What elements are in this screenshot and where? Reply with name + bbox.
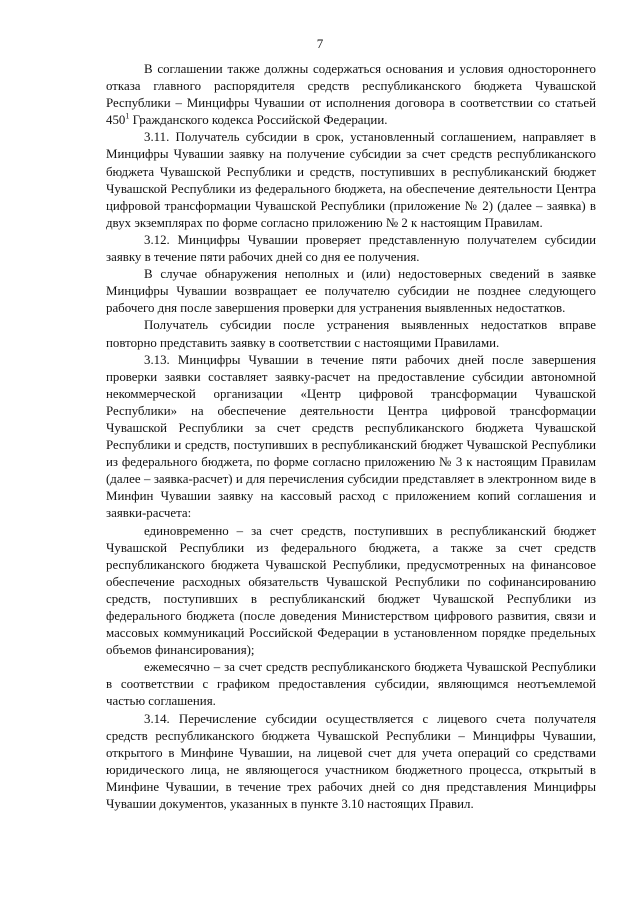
paragraph-incomplete-data: В случае обнаружения неполных и (или) недостоверных сведений в заявке Минцифры Чувашии возвращает ее получателю субсидии не позднее следующего рабочего дня после завершения проверки для устранения выявленных недостатков. — [106, 267, 596, 316]
paragraph-monthly: ежемесячно – за счет средств республиканского бюджета Чувашской Республики в соответствии с графиком предоставления субсидии, являющимся неотъемлемой частью соглашения. — [106, 660, 596, 709]
paragraph-resubmission: Получатель субсидии после устранения выявленных недостатков вправе повторно представить заявку в соответствии с настоящими Правилами. — [106, 318, 596, 350]
paragraph-3-12: 3.12. Минцифры Чувашии проверяет представленную получателем субсидии заявку в течение пяти рабочих дней со дня ее получения. — [106, 232, 596, 265]
document-body — [106, 61, 596, 813]
paragraph-3-11: 3.11. Получатель субсидии в срок, установленный соглашением, направляет в Минцифры Чувашии заявку на получение субсидии за счет средств республиканского бюджета Чувашской Республики и средств, поступивших в республиканский бюджет Чувашской Республики из федерального бюджета, на обеспечение деятельности Центра цифровой трансформации Чувашской Республики (приложение № 2) (далее – заявка) в двух экземплярах по форме согласно приложению № 2 к настоящим Правилам. — [106, 130, 596, 230]
paragraph-one-time: единовременно – за счет средств, поступивших в республиканский бюджет Чувашской Республики из федерального бюджета, а также за счет средств республиканского бюджета Чувашской Республики, предусмотренных на финансовое обеспечение расходных обязательств Чувашской Республики по софинансированию средств, поступивших в республиканский бюджет Чувашской Республики из федерального бюджета (после доведения Министерством цифрового развития, связи и массовых коммуникаций Российской Федерации в установленном порядке предельных объемов финансирования); — [106, 523, 596, 658]
page-number: 7 — [316, 36, 324, 51]
paragraph-termination-conditions — [106, 61, 596, 129]
paragraph-3-14: 3.14. Перечисление субсидии осуществляется с лицевого счета получателя средств республиканского бюджета Чувашской Республики – Минцифры Чувашии, открытого в Минфине Чувашии, на лицевой счет для учета операций со средствами юридического лица, не являющегося участником бюджетного процесса, открытый в Минфине Чувашии, в течение трех рабочих дней со дня представления Минцифры Чувашии документов, указанных в пункте 3.10 настоящих Правил. — [106, 711, 596, 812]
paragraph-text: Гражданского кодекса Российской Федерации. — [129, 113, 388, 128]
paragraph-text: В соглашении также должны содержаться основания и условия одностороннего отказа главного распорядителя средств республиканского бюджета Чувашской Республики – Минцифры Чувашии от исполнения договора в соответствии со статьей 450 — [106, 62, 596, 128]
paragraph-3-13: 3.13. Минцифры Чувашии в течение пяти рабочих дней после завершения проверки заявки составляет заявку-расчет на предоставление субсидии автономной некоммерческой организации «Центр цифровой трансформации Чувашской Республики» на обеспечение деятельности Центра цифровой трансформации Чувашской Республики за счет средств республиканского бюджета Чувашской Республики и средств, поступивших в республиканский бюджет Чувашской Республики из федерального бюджета, по форме согласно приложению № 3 к настоящим Правилам (далее – заявка-расчет) и для перечисления субсидии представляет в электронном виде в Минфин Чувашии заявку на кассовый расход с приложением копий соглашения и заявки-расчета: — [106, 352, 596, 521]
superscript: 1 — [125, 111, 130, 121]
